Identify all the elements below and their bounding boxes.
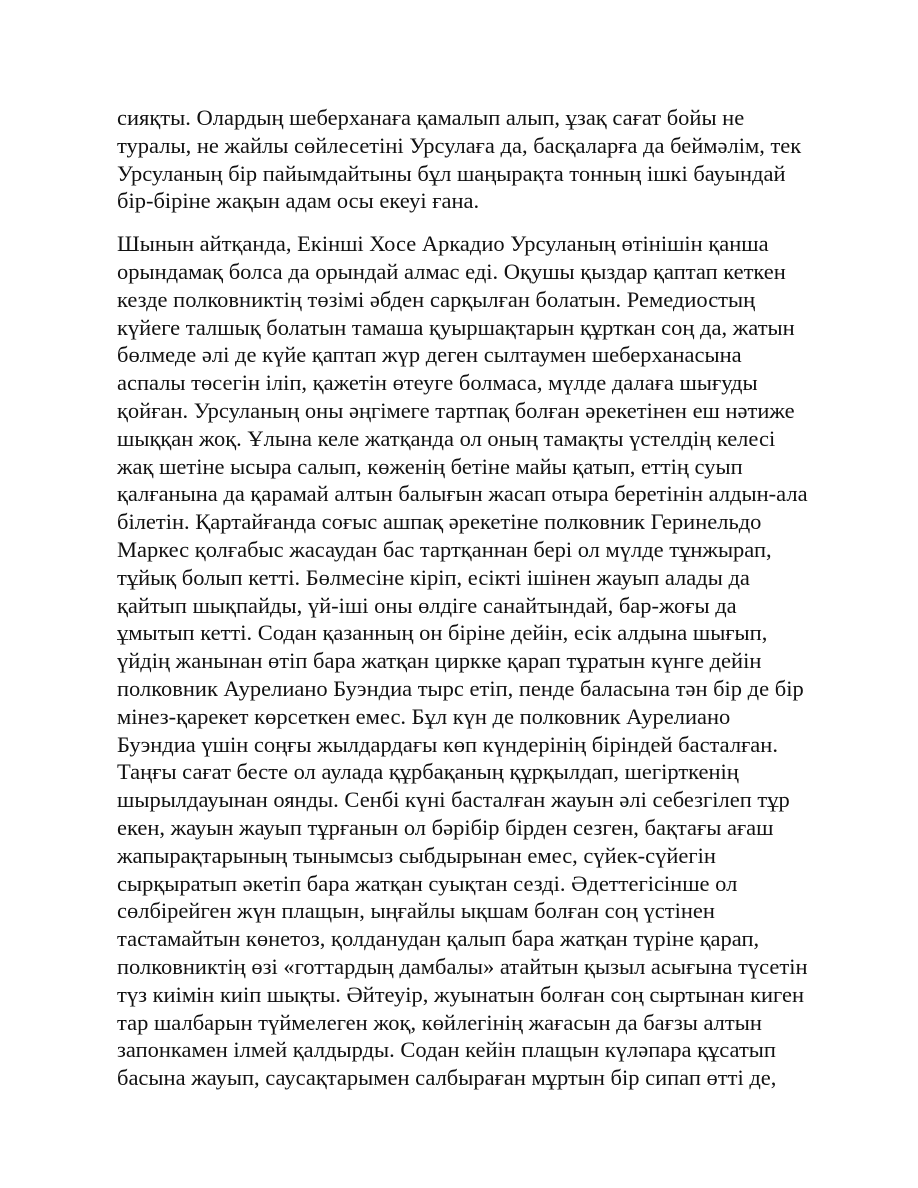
text-line: сөлбірейген жүн плащын, ыңғайлы ықшам болған соң үстінен bbox=[117, 898, 715, 924]
text-line: ұмытып кетті. Содан қазанның он біріне дейін, есік алдына шығып, bbox=[117, 620, 768, 646]
paragraph-1 bbox=[117, 104, 817, 215]
text-line: білетін. Қартайғанда соғыс ашпақ әрекетіне полковник Геринельдо bbox=[117, 509, 762, 535]
text-line: тастамайтын көнетоз, қолданудан қалып бара жатқан түріне қарап, bbox=[117, 926, 760, 952]
text-line: полковник Аурелиано Буэндиа тырс етіп, пенде баласына тән бір де бір bbox=[117, 675, 804, 701]
text-line: сырқыратып әкетіп бара жатқан суықтан сезді. Әдеттегісінше ол bbox=[117, 870, 738, 896]
text-line: қойған. Урсуланың оны әңгімеге тартпақ болған әрекетінен еш нәтиже bbox=[117, 397, 795, 423]
text-line: Урсуланың бір пайымдайтыны бұл шаңырақта тонның ішкі бауындай bbox=[117, 160, 786, 186]
text-line: Буэндиа үшін соңғы жылдардағы көп күндерінің біріндей басталған. bbox=[117, 731, 778, 757]
text-line: кезде полковниктің төзімі әбден сарқылған болатын. Ремедиостың bbox=[117, 286, 756, 312]
text-line: басына жауып, саусақтарымен салбыраған мұртын бір сипап өтті де, bbox=[117, 1065, 777, 1091]
text-line: жапырақтарының тынымсыз сыбдырынан емес, сүйек-сүйегін bbox=[117, 842, 716, 868]
text-line: шырылдауынан оянды. Сенбі күні басталған жауын әлі себезгілеп тұр bbox=[117, 787, 790, 813]
paragraph-2 bbox=[117, 230, 817, 1092]
text-line: үйдің жанынан өтіп бара жатқан циркке қарап тұратын күнге дейін bbox=[117, 648, 762, 674]
text-line: қайтып шықпайды, үй-іші оны өлдіге санайтындай, бар-жоғы да bbox=[117, 592, 737, 618]
text-line: жақ шетіне ысыра салып, көженің бетіне майы қатып, еттің суып bbox=[117, 453, 743, 479]
text-line: орындамақ болса да орындай алмас еді. Оқушы қыздар қаптап кеткен bbox=[117, 258, 786, 284]
text-line: тар шалбарын түймелеген жоқ, көйлегінің жағасын да бағзы алтын bbox=[117, 1009, 762, 1035]
text-line: екен, жауын жауып тұрғанын ол бәрібір бірден сезген, бақтағы ағаш bbox=[117, 814, 774, 840]
text-line: Маркес қолғабыс жасаудан бас тартқаннан бері ол мүлде тұнжырап, bbox=[117, 536, 772, 562]
text-line: туралы, не жайлы сөйлесетіні Урсулаға да, басқаларға да беймәлім, тек bbox=[117, 132, 802, 158]
text-line: бөлмеде әлі де күйе қаптап жүр деген сылтаумен шеберханасына bbox=[117, 342, 742, 368]
text-line: тұйық болып кетті. Бөлмесіне кіріп, есікті ішінен жауып алады да bbox=[117, 564, 750, 590]
text-line: қалғанына да қарамай алтын балығын жасап отыра беретінін алдын-ала bbox=[117, 481, 808, 507]
text-line: түз киімін киіп шықты. Әйтеуір, жуынатын болған соң сыртынан киген bbox=[117, 981, 805, 1007]
text-line: сияқты. Олардың шеберханаға қамалып алып, ұзақ сағат бойы не bbox=[117, 105, 745, 130]
text-line: аспалы төсегін іліп, қажетін өтеуге болмаса, мүлде далаға шығуды bbox=[117, 370, 758, 396]
text-line: запонкамен ілмей қалдырды. Содан кейін плащын күләпара құсатып bbox=[117, 1037, 776, 1063]
text-line: күйеге талшық болатын тамаша қуыршақтарын құрткан соң да, жатын bbox=[117, 314, 795, 340]
text-line: Шынын айтқанда, Екінші Хосе Аркадио Урсуланың өтінішін қанша bbox=[117, 231, 769, 257]
text-line: мінез-қарекет көрсеткен емес. Бұл күн де полковник Аурелиано bbox=[117, 703, 731, 729]
document-page bbox=[117, 104, 817, 1092]
text-line: шыққан жоқ. Ұлына келе жатқанда ол оның тамақты үстелдің келесі bbox=[117, 425, 776, 451]
text-line: бір-біріне жақын адам осы екеуі ғана. bbox=[117, 188, 480, 214]
text-line: полковниктің өзі «готтардың дамбалы» атайтын қызыл асығына түсетін bbox=[117, 953, 808, 979]
text-line: Таңғы сағат бесте ол аулада құрбақаның құрқылдап, шегірткенің bbox=[117, 759, 739, 785]
